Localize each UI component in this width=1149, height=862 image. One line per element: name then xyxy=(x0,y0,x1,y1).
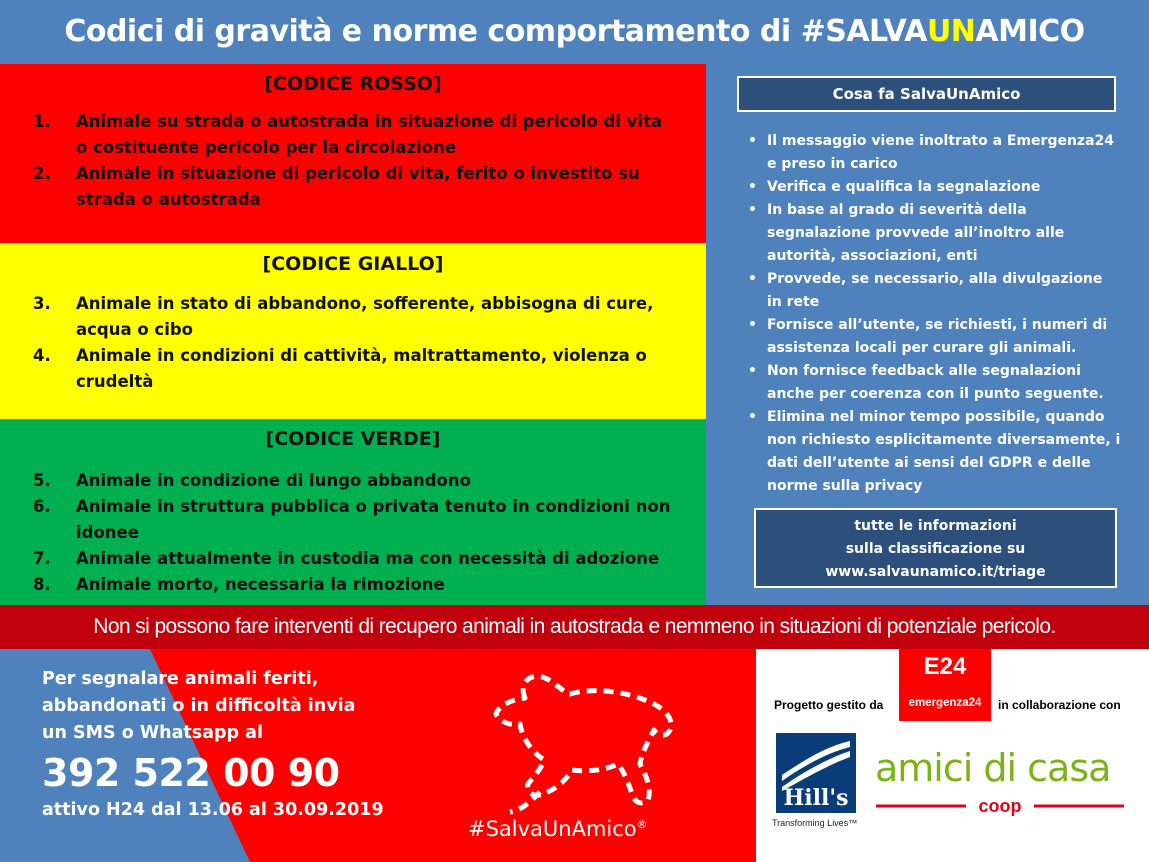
info-line-2: sulla classificazione su xyxy=(845,541,1026,557)
list-item: • Verifica e qualifica la segnalazione xyxy=(742,176,1122,199)
list-item xyxy=(0,546,706,572)
info-box xyxy=(754,508,1117,588)
green-code-heading: [CODICE VERDE] xyxy=(265,428,441,450)
item-text: Animale in condizione di lungo abbandono xyxy=(76,471,471,490)
list-item xyxy=(0,161,706,213)
info-link[interactable]: www.salvaunamico.it/triage xyxy=(825,564,1046,580)
item-number: 7. xyxy=(33,549,51,568)
cosa-fa-list xyxy=(742,130,1122,498)
yellow-code-list xyxy=(0,291,706,395)
phone-number[interactable]: 392 522 00 90 xyxy=(42,751,340,795)
yellow-code-panel xyxy=(0,243,706,419)
green-code-list xyxy=(0,468,706,598)
collaboration-label: in collaborazione con xyxy=(998,698,1121,712)
item-number: 1. xyxy=(33,112,51,131)
red-code-heading: [CODICE ROSSO] xyxy=(264,73,442,95)
cosa-fa-heading: Cosa fa SalvaUnAmico xyxy=(737,76,1116,112)
list-item: • Elimina nel minor tempo possibile, quando non richiesto esplicitamente diversamente, i dati dell’utente ai sensi del GDPR e delle norme sulla privacy xyxy=(742,406,1122,498)
item-number: 8. xyxy=(33,575,51,594)
title-highlight: UN xyxy=(926,13,976,49)
info-line-1: tutte le informazioni xyxy=(854,518,1017,534)
contact-line-2: abbandonati o in difficoltà invia xyxy=(42,696,356,716)
red-code-panel xyxy=(0,64,706,243)
list-item xyxy=(0,343,706,395)
contact-line-1: Per segnalare animali feriti, xyxy=(42,669,319,689)
hashtag-text: #SalvaUnAmico xyxy=(468,817,637,841)
list-item xyxy=(0,468,706,494)
list-item: • Non fornisce feedback alle segnalazioni anche per coerenza con il punto seguente. xyxy=(742,360,1122,406)
warning-bar: Non si possono fare interventi di recupero animali in autostrada e nemmeno in situazioni di potenziale pericolo. xyxy=(0,605,1149,649)
item-text: Animale su strada o autostrada in situazione di pericolo di vita o costituente pericolo per la circolazione xyxy=(76,112,663,157)
hills-tagline: Transforming Lives™ xyxy=(772,818,858,828)
item-text: Animale in stato di abbandono, sofferente, abbisogna di cure, acqua o cibo xyxy=(76,294,654,339)
item-number: 3. xyxy=(33,294,51,313)
project-label: Progetto gestito da xyxy=(774,698,884,712)
hashtag-label xyxy=(468,817,648,841)
list-item xyxy=(0,572,706,598)
list-item: • Il messaggio viene inoltrato a Emergenza24 e preso in carico xyxy=(742,130,1122,176)
item-number: 6. xyxy=(33,497,51,516)
hills-wordmark: Hill's xyxy=(783,785,849,811)
page-title xyxy=(0,0,1149,62)
registered-mark: ® xyxy=(636,818,648,831)
title-main: Codici di gravità e norme comportamento di #SALVA xyxy=(64,13,927,49)
list-item xyxy=(0,109,706,161)
yellow-code-heading: [CODICE GIALLO] xyxy=(262,253,444,275)
item-number: 5. xyxy=(33,471,51,490)
item-text: Animale in situazione di pericolo di vita, ferito o investito su strada o autostrada xyxy=(76,164,640,209)
contact-line-3: un SMS o Whatsapp al xyxy=(42,723,263,743)
list-item xyxy=(0,494,706,546)
coop-label: coop xyxy=(978,796,1022,816)
item-number: 2. xyxy=(33,164,51,183)
item-text: Animale morto, necessaria la rimozione xyxy=(76,575,445,594)
item-text: Animale in struttura pubblica o privata tenuto in condizioni non idonee xyxy=(76,497,671,542)
amici-di-casa-wordmark: amici di casa xyxy=(875,746,1111,790)
green-code-panel xyxy=(0,419,706,605)
list-item xyxy=(0,291,706,343)
e24-label: E24 xyxy=(923,653,967,680)
red-code-list xyxy=(0,109,706,213)
contact-instructions xyxy=(42,666,382,747)
item-text: Animale attualmente in custodia ma con necessità di adozione xyxy=(76,549,660,568)
item-text: Animale in condizioni di cattività, maltrattamento, violenza o crudeltà xyxy=(76,346,647,391)
list-item: • Provvede, se necessario, alla divulgazione in rete xyxy=(742,268,1122,314)
list-item: • Fornisce all’utente, se richiesti, i numeri di assistenza locali per curare gli animali. xyxy=(742,314,1122,360)
coop-logo xyxy=(876,796,1124,816)
item-number: 4. xyxy=(33,346,51,365)
title-end: AMICO xyxy=(975,13,1085,49)
list-item: • In base al grado di severità della segnalazione provvede all’inoltro alle autorità, associazioni, enti xyxy=(742,199,1122,268)
active-period: attivo H24 dal 13.06 al 30.09.2019 xyxy=(42,800,384,820)
dog-outline-icon xyxy=(470,668,680,818)
emergenza24-label: emergenza24 xyxy=(908,697,982,709)
